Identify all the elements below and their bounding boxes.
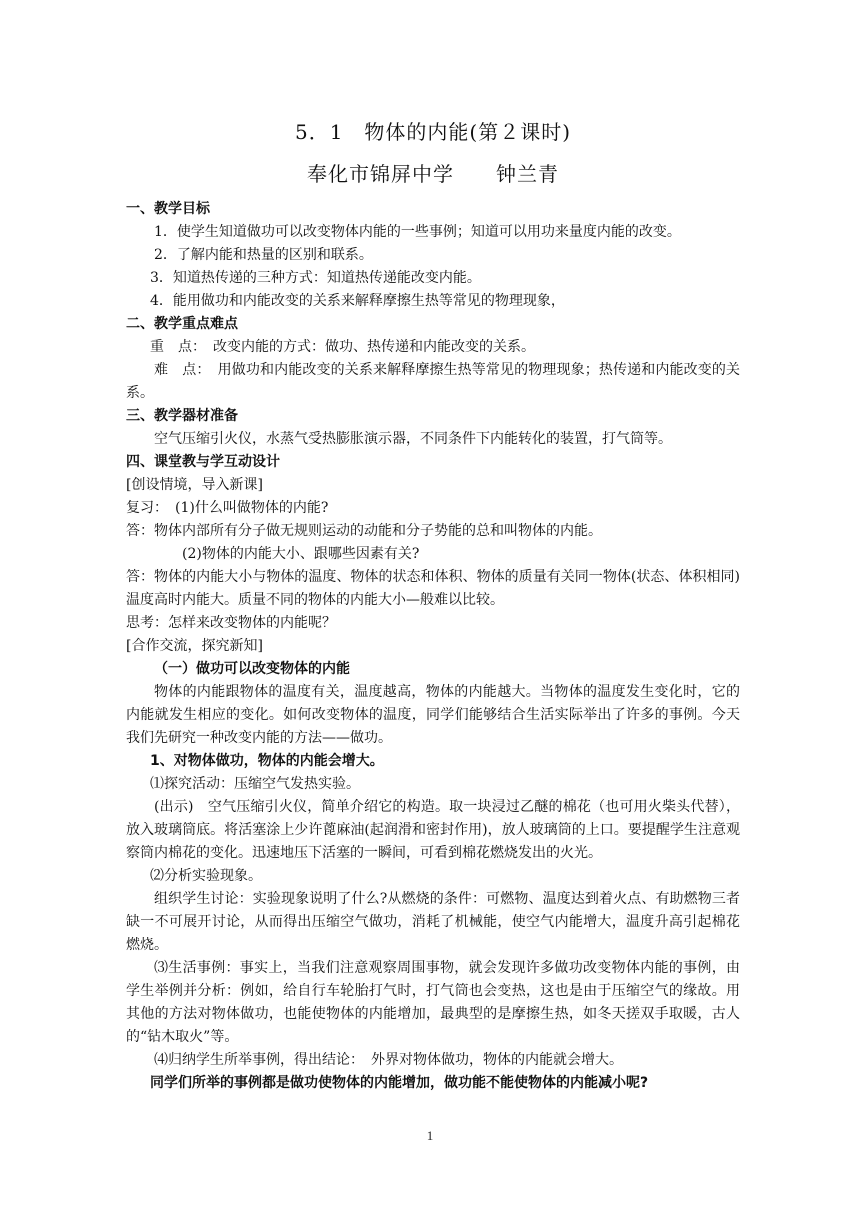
life-examples-paragraph: ⑶生活事例：事实上，当我们注意观察周围事物，就会发现许多做功改变物体内能的事例，由学生举例并分析：例如，给自行车轮胎打气时，打气筒也会变热，这也是由于压缩空气的缘故。用其他的方法对物体做功，也能使物体的内能增加，最典型的是摩擦生热，如冬天搓双手取暖，古人的“钻木取火”等。 <box>126 960 740 1045</box>
point-heading: 1、对物体做功，物体的内能会增大。 <box>150 753 384 769</box>
subsection-heading: （一）做功可以改变物体的内能 <box>154 661 350 677</box>
discussion-paragraph: 组织学生讨论：实验现象说明了什么?从燃烧的条件：可燃物、温度达到着火点、有助燃物三者缺一不可展开讨论，从而得出压缩空气做功，消耗了机械能，使空气内能增大，温度升高引起棉花燃烧。 <box>126 891 740 953</box>
review-answer-2: 答：物体的内能大小与物体的温度、物体的状态和体积、物体的质量有关同一物体(状态、体积相同)温度高时内能大。质量不同的物体的内能大小—般难以比较。 <box>126 569 740 608</box>
objective-item: 4．能用做功和内能改变的关系来解释摩擦生热等常见的物理现象， <box>150 293 565 309</box>
objective-item: 2．了解内能和热量的区别和联系。 <box>154 247 373 263</box>
step-item: ⑴探究活动：压缩空气发热实验。 <box>150 776 360 792</box>
materials-text: 空气压缩引火仪，水蒸气受热膨胀演示器，不同条件下内能转化的装置，打气筒等。 <box>154 431 672 447</box>
review-question-2: (2)物体的内能大小、跟哪些因素有关? <box>182 546 420 562</box>
section-heading-interaction: 四、课堂教与学互动设计 <box>126 454 280 470</box>
page-number: 1 <box>426 1128 434 1143</box>
section-heading-key-points: 二、教学重点难点 <box>126 316 238 332</box>
step-item: ⑵分析实验现象。 <box>150 868 262 884</box>
demo-paragraph: (出示) 空气压缩引火仪，简单介绍它的构造。取一块浸过乙醚的棉花（也可用火柴头代替），放入玻璃筒底。将活塞涂上少许蓖麻油(起润滑和密封作用)，放人玻璃筒的上口。要提醒学生注意观察筒内棉花的变化。迅速地压下活塞的一瞬间，可看到棉花燃烧发出的火光。 <box>126 799 740 861</box>
key-point: 重 点： 改变内能的方式：做功、热传递和内能改变的关系。 <box>150 339 535 355</box>
objective-item: 1．使学生知道做功可以改变物体内能的一些事例；知道可以用功来量度内能的改变。 <box>154 224 681 240</box>
difficult-point: 难 点： 用做功和内能改变的关系来解释摩擦生热等常见的物理现象；热传递和内能改变的关系。 <box>126 362 740 401</box>
author-line: 奉化市锦屏中学 钟兰青 <box>307 162 559 186</box>
closing-question: 同学们所举的事例都是做功使物体的内能增加，做功能不能使物体的内能减小呢? <box>150 1075 649 1091</box>
document-body <box>126 112 740 1095</box>
conclusion-paragraph: ⑷归纳学生所举事例，得出结论： 外界对物体做功，物体的内能就会增大。 <box>154 1052 623 1068</box>
review-answer-1: 答：物体内部所有分子做无规则运动的动能和分子势能的总和叫物体的内能。 <box>126 523 602 539</box>
section-heading-materials: 三、教学器材准备 <box>126 408 238 424</box>
review-question-1: 复习： (1)什么叫做物体的内能? <box>126 500 329 516</box>
stage-label-explore: [合作交流，探究新知] <box>126 638 263 654</box>
paragraph: 物体的内能跟物体的温度有关，温度越高，物体的内能越大。当物体的温度发生变化时，它的内能就发生相应的变化。如何改变物体的温度，同学们能够结合生活实际举出了许多的事例。今天我们先研究一种改变内能的方法——做功。 <box>126 684 740 746</box>
stage-label-intro: [创设情境，导入新课] <box>126 477 263 493</box>
think-prompt: 思考：怎样来改变物体的内能呢？ <box>126 615 336 631</box>
section-heading-objectives: 一、教学目标 <box>126 201 210 217</box>
page-title: 5．1 物体的内能(第２课时) <box>294 120 572 144</box>
objective-item: 3．知道热传递的三种方式：知道热传递能改变内能。 <box>150 270 481 286</box>
